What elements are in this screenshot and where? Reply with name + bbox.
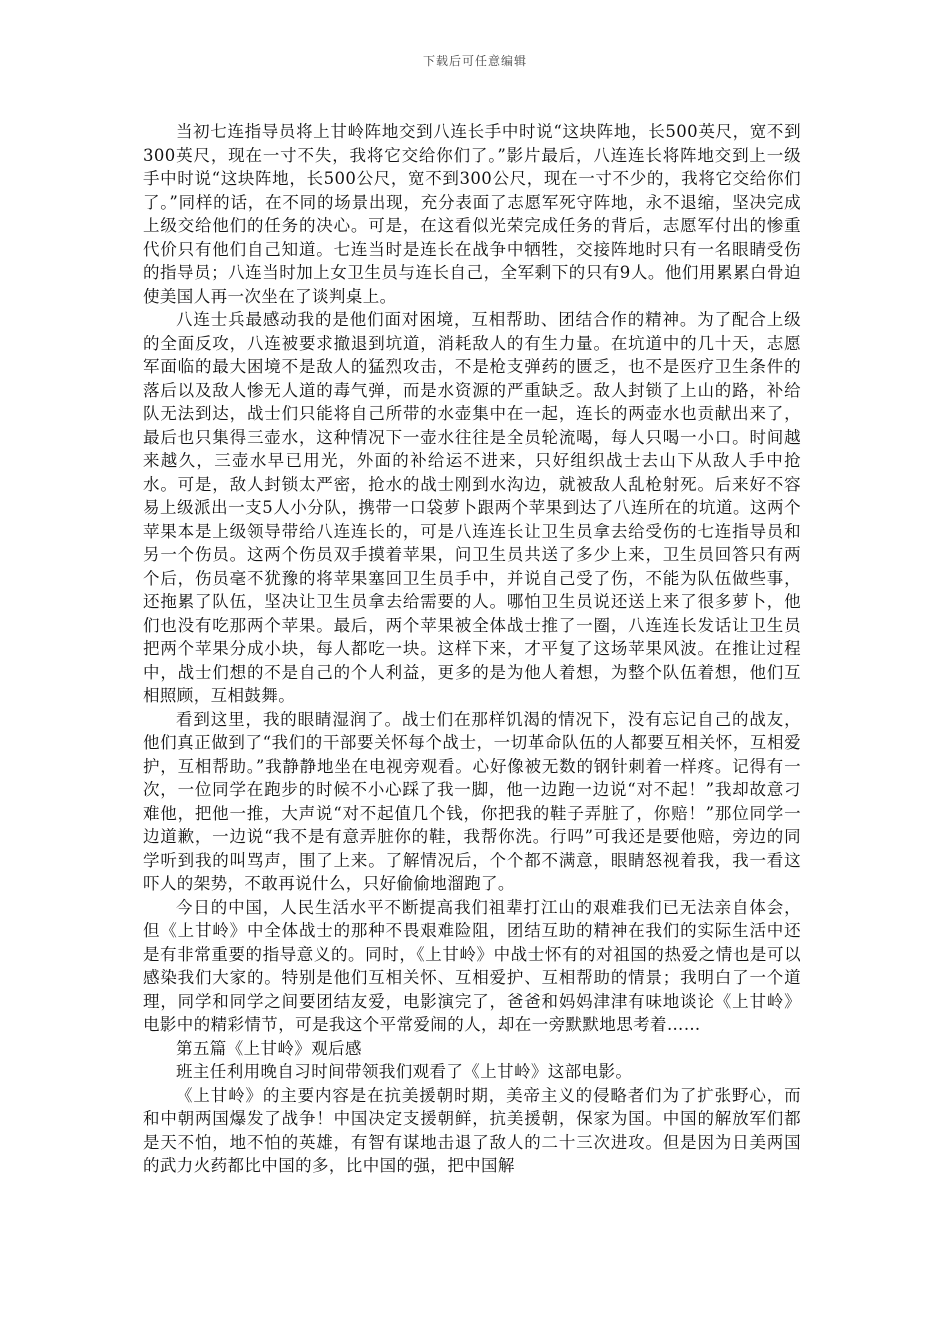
paragraph-5: 班主任利用晚自习时间带领我们观看了《上甘岭》这部电影。 (176, 1062, 633, 1081)
section-title: 第五篇《上甘岭》观后感 (176, 1038, 362, 1058)
document-body (143, 120, 801, 1178)
paragraph-4: 今日的中国，人民生活水平不断提高我们祖辈打江山的艰难我们已无法亲自体会，但《上甘岭》中全体战士的那种不畏艰难险阻，团结互助的精神在我们的实际生活中还是有非常重要的指导意义的。同时，《上甘岭》中战士怀有的对祖国的热爱之情也是可以感染我们大家的。特别是他们互相关怀、互相爱护、互相帮助的情景；我明白了一个道理，同学和同学之间要团结友爱，电影演完了，爸爸和妈妈津津有味地谈论《上甘岭》电影中的精彩情节，可是我这个平常爱闹的人，却在一旁默默地思考着…… (143, 897, 801, 1034)
paragraph-6: 《上甘岭》的主要内容是在抗美援朝时期，美帝主义的侵略者们为了扩张野心，而和中朝两国爆发了战争！中国决定支援朝鲜，抗美援朝，保家为国。中国的解放军们都是天不怕，地不怕的英雄，有智有谋地击退了敌人的二十三次进攻。但是因为日美两国的武力火药都比中国的多，比中国的强，把中国解 (143, 1085, 801, 1175)
page-header: 下载后可任意编辑 (422, 54, 527, 68)
paragraph-3: 看到这里，我的眼睛湿润了。战士们在那样饥渴的情况下，没有忘记自己的战友，他们真正做到了“我们的干部要关怀每个战士，一切革命队伍的人都要互相关怀，互相爱护，互相帮助。”我静静地坐在电视旁观看。心好像被无数的钢针刺着一样疼。记得有一次，一位同学在跑步的时候不小心踩了我一脚，他一边跑一边说“对不起！”我却故意刁难他，把他一推，大声说“对不起值几个钱，你把我的鞋子弄脏了，你赔！”那位同学一边道歉，一边说“我不是有意弄脏你的鞋，我帮你洗。行吗”可我还是要他赔，旁边的同学听到我的叫骂声，围了上来。了解情况后，个个都不满意，眼睛怒视着我，我一看这吓人的架势，不敢再说什么，只好偷偷地溜跑了。 (143, 709, 801, 893)
paragraph-1: 当初七连指导员将上甘岭阵地交到八连长手中时说“这块阵地，长500英尺，宽不到300英尺，现在一寸不失，我将它交给你们了。”影片最后，八连连长将阵地交到上一级手中时说“这块阵地，长500公尺，宽不到300公尺，现在一寸不少的，我将它交给你们了。”同样的话，在不同的场景出现，充分表面了志愿军死守阵地，永不退缩，坚决完成上级交给他们的任务的决心。可是，在这看似光荣完成任务的背后，志愿军付出的惨重代价只有他们自己知道。七连当时是连长在战争中牺牲，交接阵地时只有一名眼睛受伤的指导员；八连当时加上女卫生员与连长自己，全军剩下的只有9人。他们用累累白骨迫使美国人再一次坐在了谈判桌上。 (143, 122, 801, 306)
paragraph-2: 八连士兵最感动我的是他们面对困境，互相帮助、团结合作的精神。为了配合上级的全面反攻，八连被要求撤退到坑道，消耗敌人的有生力量。在坑道中的几十天，志愿军面临的最大困境不是敌人的猛烈攻击，不是枪支弹药的匮乏，也不是医疗卫生条件的落后以及敌人惨无人道的毒气弹，而是水资源的严重缺乏。敌人封锁了上山的路，补给队无法到达，战士们只能将自己所带的水壶集中在一起，连长的两壶水也贡献出来了，最后也只集得三壶水，这种情况下一壶水往往是全员轮流喝，每人只喝一小口。时间越来越久，三壶水早已用光，外面的补给运不进来，只好组织战士去山下从敌人手中抢水。可是，敌人封锁太严密，抢水的战士刚到水沟边，就被敌人乱枪射死。后来好不容易上级派出一支5人小分队，携带一口袋萝卜跟两个苹果到达了八连所在的坑道。这两个苹果本是上级领导带给八连连长的，可是八连连长让卫生员拿去给受伤的七连指导员和另一个伤员。这两个伤员双手摸着苹果，问卫生员共送了多少上来，卫生员回答只有两个后，伤员毫不犹豫的将苹果塞回卫生员手中，并说自己受了伤，不能为队伍做些事，还拖累了队伍，坚决让卫生员拿去给需要的人。哪怕卫生员说还送上来了很多萝卜，他们也没有吃那两个苹果。最后，两个苹果被全体战士推了一圈，八连连长发话让卫生员把两个苹果分成小块，每人都吃一块。这样下来，才平复了这场苹果风波。在推让过程中，战士们想的不是自己的个人利益，更多的是为他人着想，为整个队伍着想，他们互相照顾，互相鼓舞。 (143, 310, 801, 705)
